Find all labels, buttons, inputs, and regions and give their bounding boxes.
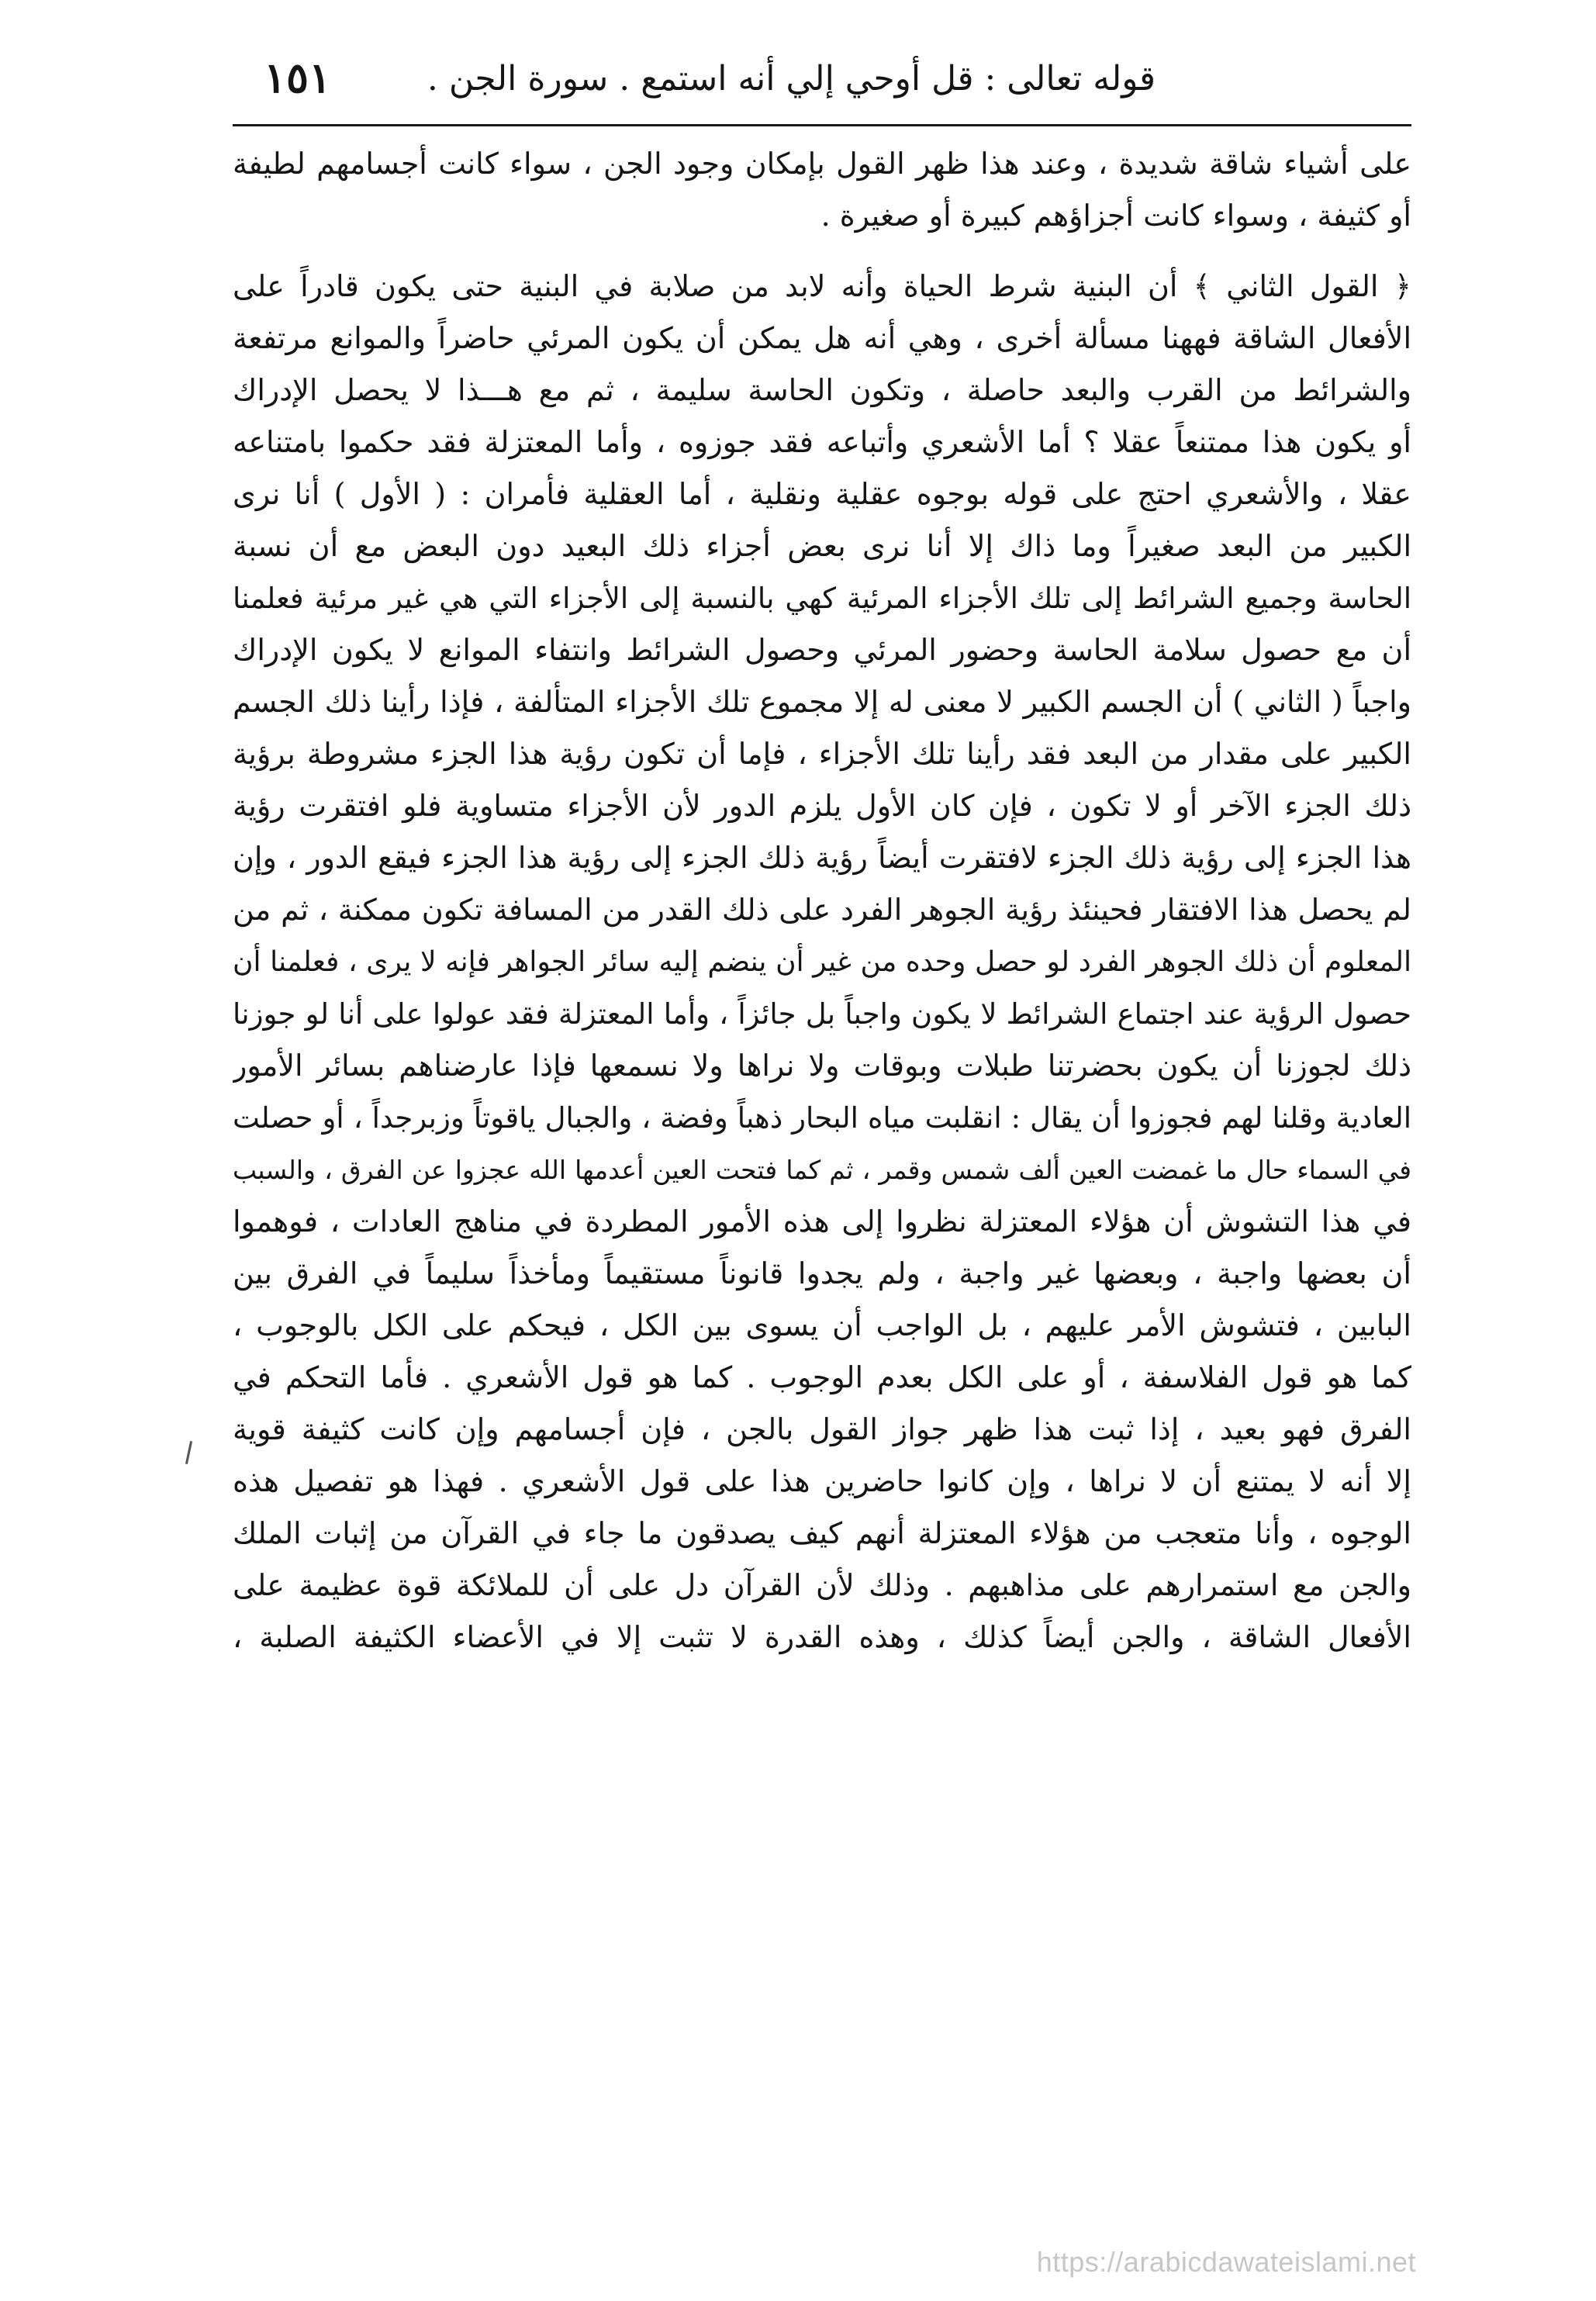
text-line: على أشياء شاقة شديدة ، وعند هذا ظهر القول بإمكان وجود الجن ، سواء كانت أجسامهم لطيفة <box>233 147 1411 181</box>
text-line: الوجوه ، وأنا متعجب من هؤلاء المعتزلة أنهم كيف يصدقون ما جاء في القرآن من إثبات الملك <box>233 1516 1411 1550</box>
text-line: أن مع حصول سلامة الحاسة وحضور المرئي وحصول الشرائط وانتفاء الموانع لا يكون الإدراك <box>233 633 1411 667</box>
text-line: في السماء حال ما غمضت العين ألف شمس وقمر ، ثم كما فتحت العين أعدمها الله عجزوا عن الفرق ، والسبب <box>233 1155 1411 1185</box>
text-line: أو يكون هذا ممتنعاً عقلا ؟ أما الأشعري وأتباعه فقد جوزوه ، وأما المعتزلة فقد حكموا بامتناعه <box>233 425 1411 459</box>
text-line: الفرق فهو بعيد ، إذا ثبت هذا ظهر جواز القول بالجن ، فإن أجسامهم وإن كانت كثيفة قوية <box>233 1412 1411 1446</box>
text-line: والجن مع استمرارهم على مذاهبهم . وذلك لأن القرآن دل على أن للملائكة قوة عظيمة على <box>233 1568 1411 1602</box>
paragraph-spacer <box>233 242 1411 261</box>
text-line: كما هو قول الفلاسفة ، أو على الكل بعدم الوجوب . كما هو قول الأشعري . فأما التحكم في <box>233 1360 1411 1394</box>
text-line: العادية وقلنا لهم فجوزوا أن يقال : انقلبت مياه البحار ذهباً وفضة ، والجبال ياقوتاً وزبرجداً ، أو حصلت <box>233 1101 1411 1135</box>
text-line: أو كثيفة ، وسواء كانت أجزاؤهم كبيرة أو صغيرة . <box>820 199 1411 233</box>
text-line: واجباً ( الثاني ) أن الجسم الكبير لا معنى له إلا مجموع تلك الأجزاء المتألفة ، فإذا رأينا ذلك الجسم <box>233 685 1411 719</box>
paragraph-1 <box>233 138 1411 242</box>
text-line: إلا أنه لا يمتنع أن لا نراها ، وإن كانوا حاضرين هذا على قول الأشعري . فهذا هو تفصيل هذه <box>233 1464 1411 1498</box>
paragraph-2 <box>233 261 1411 1715</box>
source-watermark: https://arabicdawateislami.net <box>1036 2246 1416 2278</box>
text-line: ﴿ القول الثاني ﴾ أن البنية شرط الحياة وأنه لابد من صلابة في البنية حتى يكون قادراً على <box>233 269 1411 303</box>
running-header <box>233 48 1411 123</box>
text-line: حصول الرؤية عند اجتماع الشرائط لا يكون واجباً بل جائزاً ، وأما المعتزلة فقد عولوا على أنا لو جوزنا <box>233 997 1411 1031</box>
text-line: البابين ، فتشوش الأمر عليهم ، بل الواجب أن يسوى بين الكل ، فيحكم على الكل بالوجوب ، <box>233 1308 1411 1342</box>
text-line: عقلا ، والأشعري احتج على قوله بوجوه عقلية ونقلية ، أما العقلية فأمران : ( الأول ) أنا نرى <box>233 477 1411 511</box>
text-line: الأفعال الشاقة فههنا مسألة أخرى ، وهي أنه هل يمكن أن يكون المرئي حاضراً والموانع مرتفعة <box>233 321 1411 355</box>
text-line <box>233 1664 1411 1715</box>
text-line: المعلوم أن ذلك الجوهر الفرد لو حصل وحده من غير أن ينضم إليه سائر الجواهر فإنه لا يرى ، فعلمنا أن <box>233 946 1411 978</box>
text-line: أن بعضها واجبة ، وبعضها غير واجبة ، ولم يجدوا قانوناً مستقيماً ومأخذاً سليماً في الفرق بين <box>233 1256 1411 1290</box>
text-line: ذلك الجزء الآخر أو لا تكون ، فإن كان الأول يلزم الدور لأن الأجزاء متساوية فلو افتقرت رؤية <box>233 789 1411 823</box>
text-line: هذا الجزء إلى رؤية ذلك الجزء لافتقرت أيضاً رؤية ذلك الجزء إلى رؤية هذا الجزء فيقع الدور ، وإن <box>233 841 1411 875</box>
body-text <box>233 138 1411 1715</box>
text-line: والشرائط من القرب والبعد حاصلة ، وتكون الحاسة سليمة ، ثم مع هـــذا لا يحصل الإدراك <box>233 373 1411 407</box>
text-line: الحاسة وجميع الشرائط إلى تلك الأجزاء المرئية كهي بالنسبة إلى الأجزاء التي هي غير مرئية فعلمنا <box>233 582 1411 615</box>
text-line: لم يحصل هذا الافتقار فحينئذ رؤية الجوهر الفرد على ذلك القدر من المسافة تكون ممكنة ، ثم من <box>233 893 1411 927</box>
page-number: ١٥١ <box>264 53 332 102</box>
header-divider <box>233 124 1411 126</box>
running-header-title: قوله تعالى : قل أوحي إلي أنه استمع . سورة الجن . <box>427 59 1156 98</box>
text-line: الأفعال الشاقة ، والجن أيضاً كذلك ، وهذه القدرة لا تثبت إلا في الأعضاء الكثيفة الصلبة ، <box>233 1620 1411 1654</box>
text-line: الكبير على مقدار من البعد فقد رأينا تلك الأجزاء ، فإما أن تكون رؤية هذا الجزء مشروطة برؤية <box>233 737 1411 771</box>
text-line: ذلك لجوزنا أن يكون بحضرتنا طبلات وبوقات ولا نراها ولا نسمعها فإذا عارضناهم بسائر الأمور <box>233 1049 1411 1083</box>
margin-pencil-mark <box>185 1441 192 1464</box>
text-line: في هذا التشوش أن هؤلاء المعتزلة نظروا إلى هذه الأمور المطردة في مناهج العادات ، فوهموا <box>233 1204 1411 1239</box>
text-line: الكبير من البعد صغيراً وما ذاك إلا أنا نرى بعض أجزاء ذلك البعيد دون البعض مع أن نسبة <box>233 529 1411 563</box>
